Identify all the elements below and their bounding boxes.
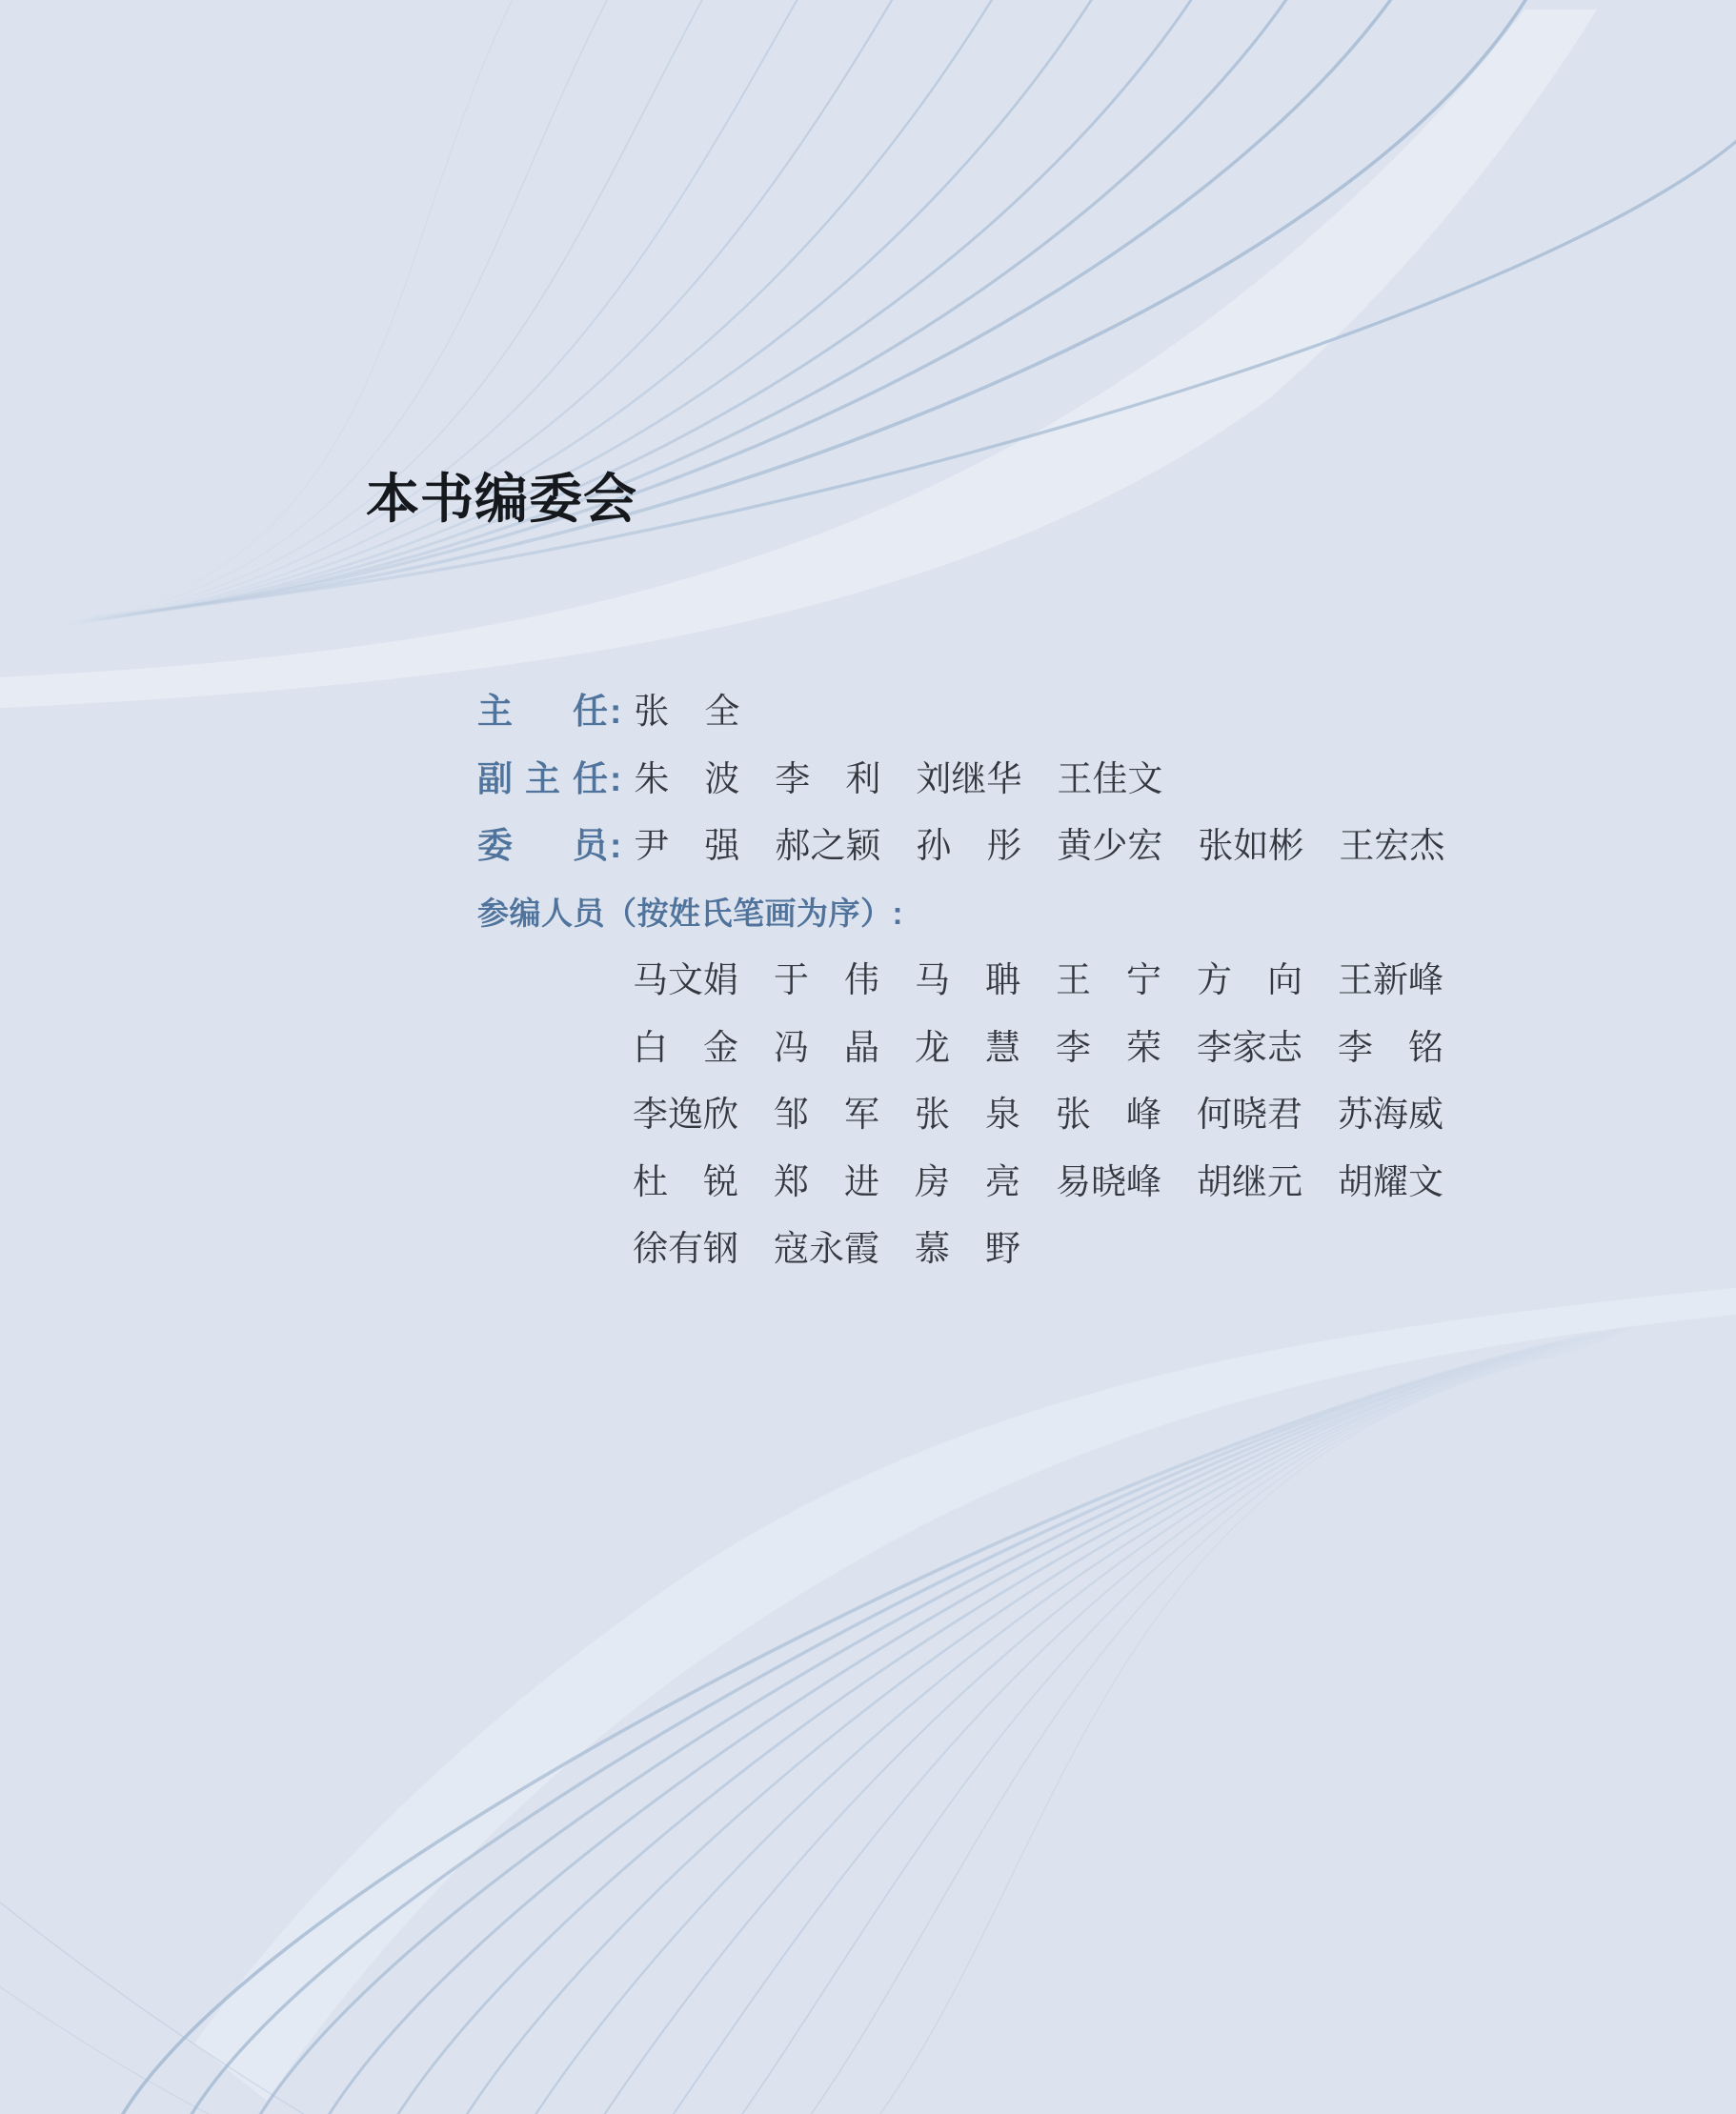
page-title: 本书编委会 [366, 470, 637, 530]
participant-row: 杜 锐 郑 进 房 亮 易晓峰 胡继元 胡耀文 [633, 1161, 1443, 1201]
participants-heading [477, 880, 1735, 948]
roster-row-label: 副主任 [477, 758, 608, 798]
roster-row-deputy-directors [477, 746, 1735, 814]
editorial-roster [477, 678, 1735, 1283]
soft-light-band-top [0, 10, 1597, 709]
participant-row: 李逸欣 邹 军 张 泉 张 峰 何晓君 苏海威 [633, 1095, 1443, 1134]
participant-row: 马文娟 于 伟 马 聃 王 宁 方 向 王新峰 [633, 960, 1443, 999]
roster-row-colon: : [610, 692, 622, 731]
roster-row-label: 主任 [477, 692, 608, 731]
soft-light-band-bottom [194, 1286, 1736, 2101]
participant-row: 白 金 冯 晶 龙 慧 李 荣 李家志 李 铭 [633, 1027, 1443, 1067]
roster-row-director [477, 678, 1735, 746]
roster-row-names: 尹 强 郝之颖 孙 彤 黄少宏 张如彬 王宏杰 [634, 826, 1445, 865]
roster-row-names: 朱 波 李 利 刘继华 王佳文 [634, 758, 1163, 798]
roster-row-names: 张 全 [634, 692, 740, 731]
participant-row: 徐有钢 寇永霞 慕 野 [633, 1229, 1020, 1268]
roster-row-members [477, 813, 1735, 880]
participants-heading-text: 参编人员（按姓氏笔画为序）: [477, 895, 903, 931]
roster-row-colon: : [610, 826, 622, 865]
roster-row-colon: : [610, 758, 622, 798]
roster-row-label: 委员 [477, 826, 608, 865]
